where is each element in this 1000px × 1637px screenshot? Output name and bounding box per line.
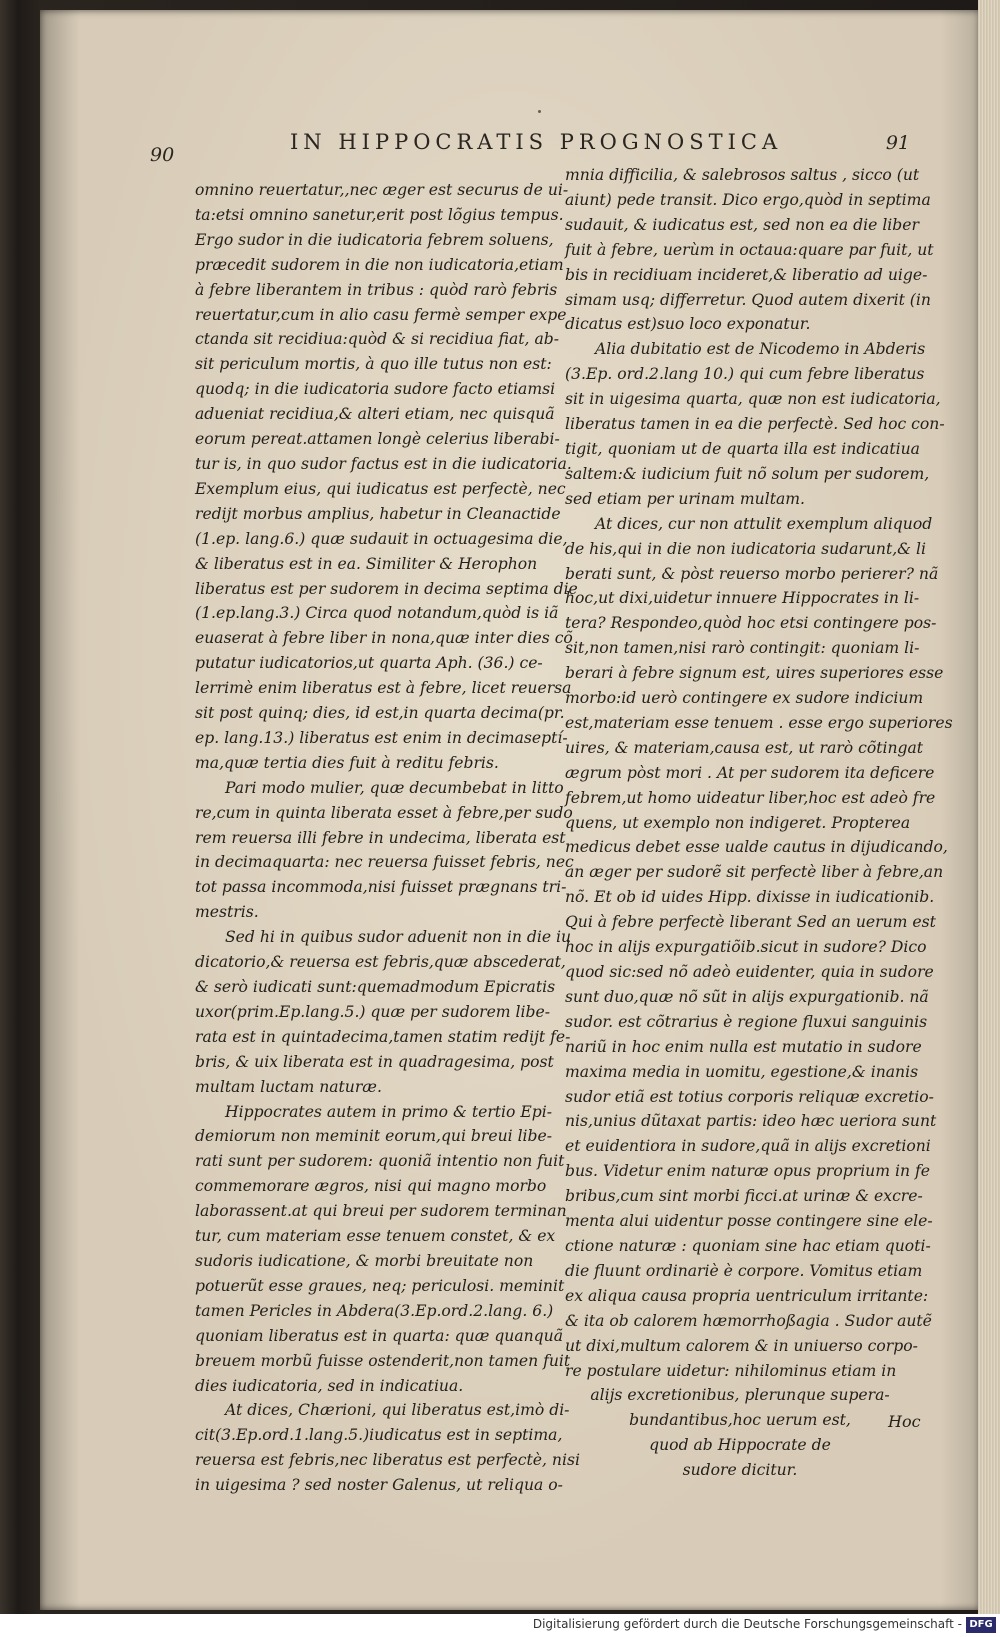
text-line: Hippocrates autem in primo & tertio Epi- (225, 1102, 553, 1121)
text-line: alijs excretionibus, plerunque supera- (590, 1386, 890, 1405)
text-line: et euidentiora in sudore,quã in alijs excretioni (565, 1137, 931, 1156)
text-line: nis,unius dũtaxat partis: ideo hæc ueriora sunt (565, 1112, 937, 1131)
text-line: ex aliqua causa propria uentriculum irritante: (565, 1286, 929, 1305)
text-line: sit post quinq; dies, id est,in quarta decima(pr. (195, 704, 565, 723)
text-line: de his,qui in die non iudicatoria sudarunt,& li (565, 539, 926, 558)
text-line: ut dixi,multum calorem & in uniuerso corpo- (565, 1336, 918, 1355)
text-line: febrem,ut homo uideatur liber,hoc est adeò fre (565, 788, 936, 807)
text-line: ægrum pòst mori . At per sudorem ita deficere (565, 763, 935, 782)
text-line: rata est in quintadecima,tamen statim redijt fe- (195, 1027, 571, 1046)
text-line: bis in recidiuam incideret,& liberatio ad uige- (565, 265, 928, 284)
text-line: & ita ob calorem hæmorrhoßagia . Sudor autẽ (565, 1311, 932, 1330)
left-page-number: 90 (150, 144, 175, 166)
text-line: uires, & materiam,causa est, ut rarò cõtingat (565, 738, 924, 757)
text-line: hoc,ut dixi,uidetur innuere Hippocrates in li- (565, 589, 920, 608)
text-line: ctanda sit recidiua:quòd & si recidiua fiat, ab- (195, 330, 559, 349)
text-line: maxima media in uomitu, egestione,& inanis (565, 1062, 919, 1081)
text-line: (1.ep. lang.6.) quæ sudauit in octuagesima die, (195, 529, 568, 548)
text-line: eorum pereat.attamen longè celerius liberabi- (195, 430, 560, 449)
text-line: hoc in alijs expurgatiõib.sicut in sudore? Dico (565, 938, 927, 957)
text-line: bundantibus,hoc uerum est, (629, 1411, 851, 1430)
text-line: rati sunt per sudorem: quoniã intentio non fuit (195, 1152, 565, 1171)
text-line: At dices, cur non attulit exemplum aliquod (595, 514, 933, 533)
text-line: aiunt) pede transit. Dico ergo,quòd in septima (565, 190, 931, 209)
text-line: ep. lang.13.) liberatus est enim in decimaseptí- (195, 728, 568, 747)
text-line: potuerũt esse graues, neq; periculosi. meminit (195, 1276, 565, 1295)
text-line: tur is, in quo sudor factus est in die iudicatoria. (195, 454, 572, 473)
text-line: sit in uigesima quarta, quæ non est iudicatoria, (565, 390, 941, 409)
text-line: quod ab Hippocrate de (649, 1436, 831, 1455)
left-text-column (195, 178, 580, 1498)
catchword: Hoc (888, 1412, 921, 1431)
text-line: demiorum non meminit eorum,qui breui libe- (195, 1127, 553, 1146)
text-line: berari à febre signum est, uires superiores esse (565, 664, 944, 683)
text-line: tera? Respondeo,quòd hoc etsi contingere pos- (565, 614, 937, 633)
text-line: tur, cum materiam esse tenuem constet, & ex (195, 1227, 556, 1246)
digitization-footer (0, 1614, 1000, 1637)
text-line: mestris. (195, 903, 259, 922)
text-line: rem reuersa illi febre in undecima, liberata est (195, 828, 566, 847)
text-line: tigit, quoniam ut de quarta illa est indicatiua (565, 439, 920, 458)
text-line: liberatus est per sudorem in decima septima die (195, 579, 578, 598)
text-line: sudauit, & iudicatus est, sed non ea die liber (565, 215, 919, 234)
text-line: reuertatur,cum in alio casu fermè semper expe (195, 305, 567, 324)
text-line: bus. Videtur enim naturæ opus proprium in fe (565, 1162, 930, 1181)
text-line: Qui à febre perfectè liberant Sed an uerum est (565, 913, 936, 932)
text-line: cit(3.Ep.ord.1.lang.5.)iudicatus est in septima, (195, 1426, 563, 1445)
text-line: breuem morbũ fuisse ostenderit,non tamen fuit (195, 1351, 571, 1370)
text-line: simam usq; differretur. Quod autem dixerit (in (565, 290, 931, 309)
text-line: nõ. Et ob id uides Hipp. dixisse in iudicationib. (565, 888, 935, 907)
text-line: putatur iudicatorios,ut quarta Aph. (36.) ce- (195, 654, 543, 673)
text-line: bris, & uix liberata est in quadragesima, post (195, 1052, 554, 1071)
text-line: sudore dicitur. (682, 1461, 798, 1480)
text-line: in uigesima ? sed noster Galenus, ut reliqua o- (195, 1476, 563, 1495)
text-line: sed etiam per urinam multam. (565, 489, 806, 508)
text-line: multam luctam naturæ. (195, 1077, 382, 1096)
text-line: re postulare uidetur: nihilominus etiam in (565, 1361, 897, 1380)
text-line: dicatorio,& reuersa est febris,quæ abscederat, (195, 953, 566, 972)
text-line: morbo:id uerò contingere ex sudore indicium (565, 689, 924, 708)
dfg-logo: DFG (966, 1617, 996, 1633)
text-line: saltem:& iudicium fuit nõ solum per sudorem, (565, 464, 930, 483)
text-line: quodq; in die iudicatoria sudore facto etiamsi (195, 380, 556, 399)
text-line: commemorare ægros, nisi qui magno morbo (195, 1177, 547, 1196)
text-line: & serò iudicati sunt:quemadmodum Epicratis (195, 978, 556, 996)
text-line: tot passa incommoda,nisi fuisset prægnans tri- (195, 878, 567, 897)
right-text-column (565, 163, 953, 1483)
text-line: laborassent.at qui breui per sudorem terminan (195, 1202, 567, 1221)
text-line: à febre liberantem in tribus : quòd rarò febris (195, 280, 558, 299)
text-line: (3.Ep. ord.2.lang 10.) qui cum febre liberatus (565, 365, 925, 384)
text-line: menta alui uidentur posse contingere sine ele- (565, 1212, 933, 1231)
text-line: uxor(prim.Ep.lang.5.) quæ per sudorem libe- (195, 1002, 550, 1021)
text-line: sit periculum mortis, à quo ille tutus non est: (195, 355, 552, 374)
text-line: bribus,cum sint morbi ficci.at urinæ & excre- (565, 1187, 923, 1206)
running-title: IN HIPPOCRATIS PROGNOSTICA (290, 130, 783, 154)
text-line: Pari modo mulier, quæ decumbebat in litto (225, 778, 564, 797)
text-line: est,materiam esse tenuem . esse ergo superiores (565, 713, 953, 732)
text-line: ta:etsi omnino sanetur,erit post lõgius tempus. (195, 205, 564, 224)
text-line: omnino reuertatur,,nec æger est securus de ui- (195, 181, 569, 199)
text-line: dicatus est)suo loco exponatur. (565, 315, 811, 334)
funding-notice: Digitalisierung gefördert durch die Deutsche Forschungsgemeinschaft - (532, 1617, 962, 1631)
text-line: adueniat recidiua,& alteri etiam, nec quisquã (195, 405, 555, 424)
text-line: fuit à febre, uerùm in octaua:quare par fuit, ut (565, 240, 934, 259)
right-page-number: 91 (885, 132, 910, 154)
text-line: Ergo sudor in die iudicatoria febrem soluens, (195, 230, 554, 249)
text-line: Exemplum eius, qui iudicatus est perfectè, nec (195, 479, 566, 498)
text-line: medicus debet esse ualde cautus in dijudicando, (565, 838, 948, 857)
text-line: quoniam liberatus est in quarta: quæ quanquã (195, 1326, 564, 1345)
text-line: lerrimè enim liberatus est à febre, licet reuersa (195, 679, 572, 698)
text-line: die fluunt ordinariè è corpore. Vomitus etiam (565, 1261, 923, 1280)
text-line: Alia dubitatio est de Nicodemo in Abderis (595, 340, 926, 359)
text-line: re,cum in quinta liberata esset à febre,per sudo (195, 803, 573, 822)
text-line: ma,quæ tertia dies fuit à reditu febris. (195, 753, 499, 772)
text-line: euaserat à febre liber in nona,quæ inter dies cõ (195, 629, 573, 648)
text-line: berati sunt, & pòst reuerso morbo perierer? nã (565, 564, 939, 583)
text-line: quod sic:sed nõ adeò euidenter, quia in sudore (565, 963, 934, 981)
text-line: sunt duo,quæ nõ sũt in alijs expurgationib. nã (565, 987, 929, 1006)
text-line: & liberatus est in ea. Similiter & Herophon (195, 554, 538, 573)
text-line: sit,non tamen,nisi rarò contingit: quoniam li- (565, 639, 920, 658)
text-line: dies iudicatoria, sed in indicatiua. (195, 1376, 464, 1395)
text-line: liberatus tamen in ea die perfectè. Sed hoc con- (565, 415, 945, 434)
text-line: mnia difficilia, & salebrosos saltus , sicco (ut (565, 166, 920, 184)
text-line: sudor etiã est totius corporis reliquæ excretio- (565, 1087, 934, 1106)
text-line: in decimaquarta: nec reuersa fuisset febris, nec (195, 853, 574, 872)
text-line: Sed hi in quibus sudor aduenit non in die iu (225, 928, 572, 947)
text-line: ctione naturæ : quoniam sine hac etiam quoti- (565, 1236, 931, 1255)
text-line: sudor. est cõtrarius è regione fluxui sanguinis (565, 1012, 928, 1031)
page-edges (978, 0, 1000, 1637)
text-line: redijt morbus amplius, habetur in Cleanactide (195, 504, 561, 523)
text-line: præcedit sudorem in die non iudicatoria,etiam (195, 255, 564, 274)
running-header (150, 128, 910, 164)
text-line: quens, ut exemplo non indigeret. Propterea (565, 813, 911, 832)
text-line: tamen Pericles in Abdera(3.Ep.ord.2.lang. 6.) (195, 1301, 554, 1320)
text-line: sudoris iudicatione, & morbi breuitate non (195, 1251, 534, 1270)
page-mark (538, 110, 541, 113)
text-line: nariũ in hoc enim nulla est mutatio in sudore (565, 1037, 922, 1056)
text-line: reuersa est febris,nec liberatus est perfectè, nisi (195, 1451, 580, 1470)
text-line: an æger per sudorẽ sit perfectè liber à febre,an (565, 863, 944, 882)
text-line: At dices, Chærioni, qui liberatus est,imò di- (225, 1401, 570, 1420)
text-line: (1.ep.lang.3.) Circa quod notandum,quòd is iã (195, 604, 559, 623)
